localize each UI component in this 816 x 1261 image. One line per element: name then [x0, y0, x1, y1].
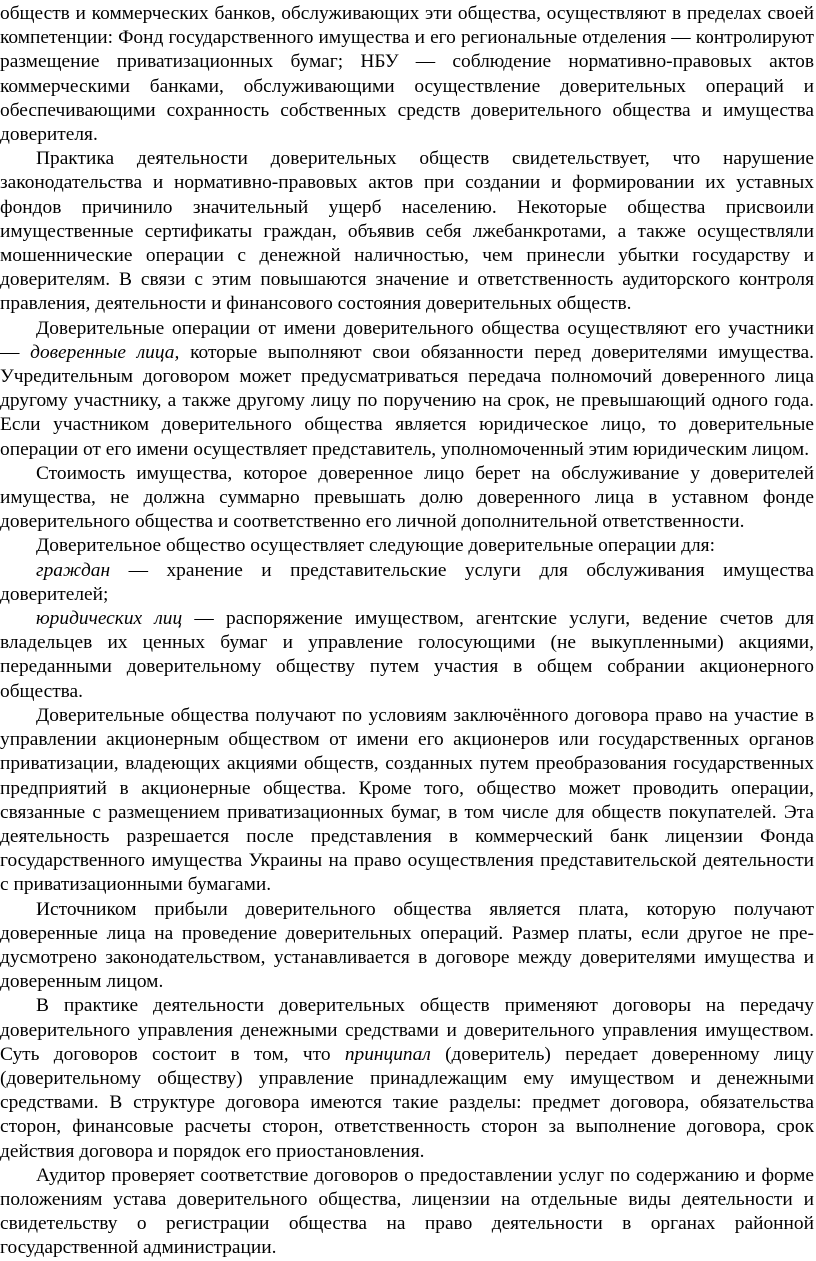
text-run: Практика деятельности доверительных обществ свидетельствует, что нарушение законодательства и нормативно-правовых актов при создании и формировании их уставных фондов причинило значительный ущерб населению. Некоторые общества присвоили имущественные сертификаты граждан, объявив себя лжебанкротами, а также осуществляли мошеннические операции с денежной наличностью, чем принесли убытки государству и доверителям. В связи с этим повышаются значение и ответственность аудиторского контроля правления, деятельности и финансового состояния доверительных обществ.	[0, 148, 814, 315]
paragraph-p4	[0, 534, 814, 558]
text-run: В практике деятельности доверительных обществ применяют договоры на передачу доверительного управления денежными средствами и доверительного управления имуществом. Суть договоров состоит в том, что	[0, 995, 814, 1065]
text-run: которые выполняют свои обязанности перед доверителями имущества. Учредительным договором может предусматриваться передача полномочий доверенного лица другому участнику, а также другому лицу по поручению на срок, не превышающий одного года. Если участником доверительного общества является юридическое лицо, то доверительные операции от его имени осуществляет представитель, уполномоченный этим юридическим лицом.	[0, 341, 814, 460]
paragraph-p5	[0, 559, 814, 607]
text-run: Аудитор проверяет соответствие договоров о предоставлении услуг по содержанию и форме положениям устава доверительного общества, лицензии на отдельные виды деятельности и свидетельству о регистрации общества на право деятельности в органах районной государственной администрации.	[0, 1164, 814, 1259]
paragraph-p9	[0, 994, 814, 1163]
text-run: Стоимость имущества, которое доверенное лицо берет на обслуживание у доверителей имущества, не должна суммарно превышать долю доверенного лица в уставном фонде доверительного общества и соответственно его личной дополнительной ответственности.	[0, 462, 814, 533]
italic-term: юридических лиц	[36, 608, 183, 630]
text-run: (доверитель) передает доверенному лицу (доверительному обществу) управление принадлежащим ему имуществом и денежными средствами. В структуре договора имеются такие разделы: предмет договора, обязательства сторон, финансовые расчеты сторон, ответственность сторон за выполнение договора, срок действия договора и порядок его приостановления.	[0, 1043, 814, 1162]
text-run: Доверительные операции от имени доверительного общества осуществляют его участники —	[0, 317, 814, 363]
paragraph-p10	[0, 1164, 814, 1261]
paragraph-p6	[0, 607, 814, 704]
text-run: Доверительное общество осуществляет следующие доверительные операции для:	[36, 535, 715, 557]
document-body	[0, 2, 814, 1261]
paragraph-p1	[0, 147, 814, 316]
paragraph-p0	[0, 2, 814, 147]
text-run: обществ и коммерческих банков, обслуживающих эти общества, осуществляют в пределах своей компетенции: Фонд государственного имущества и его региональные отделения — контролируют размещение приватизационных бумаг; НБУ — соблюдение нормативно-правовых актов коммерческими банками, обслуживающими осуществление доверительных операций и обеспечивающими сохранность собственных средств доверительного общества и имущества доверителя.	[0, 3, 814, 146]
paragraph-p7	[0, 704, 814, 898]
paragraph-p8	[0, 898, 814, 995]
text-run: Доверительные общества получают по условиям заключённого договора право на участие в управлении акционерным обществом от имени его акционеров или государственных органов приватизации, владеющих акциями обществ, созданных путем преобразования государственных предприятий в акционерные общества. Кроме того, общество может проводить операции, связанные с размещением приватизационных бумаг, в том числе для обществ покупателей. Эта деятельность разрешается после представления в коммерческий банк лицензии Фонда государственного имущества Украины на право осуществления представительской деятельности с приватизационными бумагами.	[0, 704, 814, 896]
text-run: Источником прибыли доверительного общества является плата, которую получают доверенные лица на проведение доверительных операций. Размер платы, если другое не предусмотрено законодательством, устанавливается в договоре между доверителями имущества и доверенным лицом.	[0, 898, 814, 993]
italic-term: доверенные лица,	[30, 341, 180, 363]
paragraph-p3	[0, 462, 814, 535]
paragraph-p2	[0, 317, 814, 462]
text-run: — хранение и представительские услуги для обслуживания имущества доверителей;	[0, 559, 814, 605]
italic-term: принципал	[344, 1043, 431, 1065]
text-run: — распоряжение имуществом, агентские услуги, ведение счетов для владельцев их ценных бумаг и управление голосующими (не выкупленными) акциями, переданными доверительному обществу путем участия в общем собрании акционерного общества.	[0, 608, 815, 702]
italic-term: граждан	[36, 559, 111, 581]
